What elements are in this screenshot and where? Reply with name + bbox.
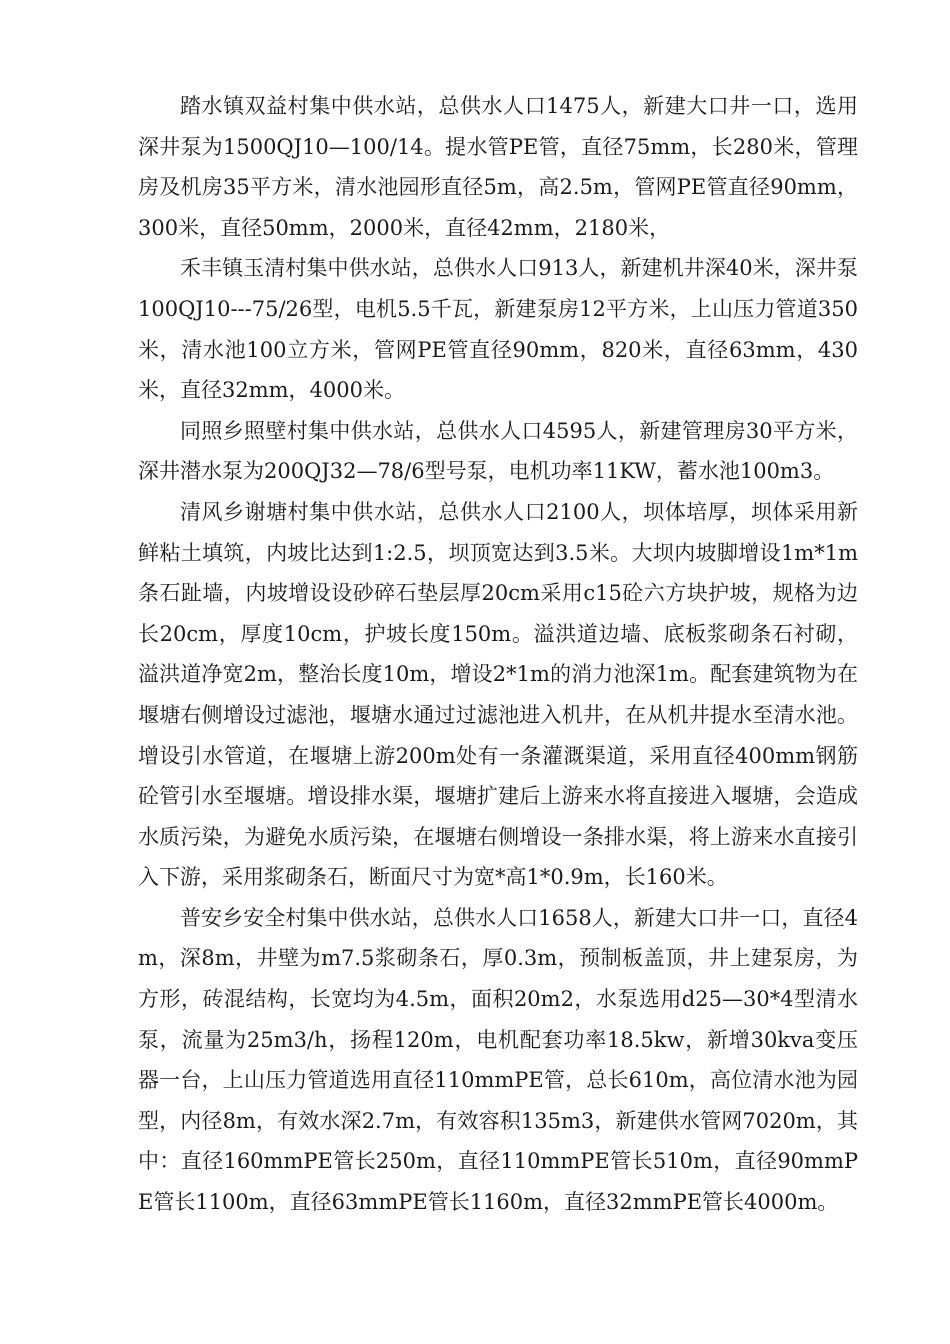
paragraph-yuqing-water-station: 禾丰镇玉清村集中供水站，总供水人口913人，新建机井深40米，深井泵100QJ10---75/26型，电机5.5千瓦，新建泵房12平方米，上山压力管道350米，清水池100立方米，管网PE管直径90mm，820米，直径63mm，430米，直径32mm，4000米。 (138, 256, 858, 403)
paragraph-anquan-water-station: 普安乡安全村集中供水站，总供水人口1658人，新建大口井一口，直径4m，深8m，井壁为m7.5浆砌条石，厚0.3m，预制板盖顶，井上建泵房，为方形，砖混结构，长宽均为4.5m，面积20m2，水泵选用d25—30*4型清水泵，流量为25m3/h，扬程120m，电机配套功率18.5kw，新增30kva变压器一台，上山压力管道选用直径110mmPE管，总长610m，高位清水池为园型，内径8m，有效水深2.7m，有效容积135m3，新建供水管网7020m，其中：直径160mmPE管长250m，直径110mmPE管长510m，直径90mmPE管长1100m，直径63mmPE管长1160m，直径32mmPE管长4000m。 (138, 905, 858, 1215)
document-body (138, 86, 858, 1223)
paragraph-zhaobi-water-station: 同照乡照壁村集中供水站，总供水人口4595人，新建管理房30平方米，深井潜水泵为200QJ32—78/6型号泵，电机功率11KW，蓄水池100m3。 (138, 418, 858, 484)
paragraph-shuangyi-water-station: 踏水镇双益村集中供水站，总供水人口1475人，新建大口井一口，选用深井泵为1500QJ10—100/14。提水管PE管，直径75mm，长280米，管理房及机房35平方米，清水池园形直径5m，高2.5m，管网PE管直径90mm，300米，直径50mm，2000米，直径42mm，2180米， (138, 94, 858, 240)
paragraph-xietang-water-station: 清风乡谢塘村集中供水站，总供水人口2100人，坝体培厚，坝体采用新鲜粘土填筑，内坡比达到1:2.5，坝顶宽达到3.5米。大坝内坡脚增设1m*1m条石趾墙，内坡增设设砂碎石垫层厚20cm采用c15砼六方块护坡，规格为边长20cm，厚度10cm，护坡长度150m。溢洪道边墙、底板浆砌条石衬砌，溢洪道净宽2m，整治长度10m，增设2*1m的消力池深1m。配套建筑物为在堰塘右侧增设过滤池，堰塘水通过过滤池进入机井，在从机井提水至清水池。增设引水管道，在堰塘上游200m处有一条灌溉渠道，采用直径400mm钢筋砼管引水至堰塘。增设排水渠，堰塘扩建后上游来水将直接进入堰塘，会造成水质污染，为避免水质污染，在堰塘右侧增设一条排水渠，将上游来水直接引入下游，采用浆砌条石，断面尺寸为宽*高1*0.9m，长160米。 (138, 499, 858, 890)
